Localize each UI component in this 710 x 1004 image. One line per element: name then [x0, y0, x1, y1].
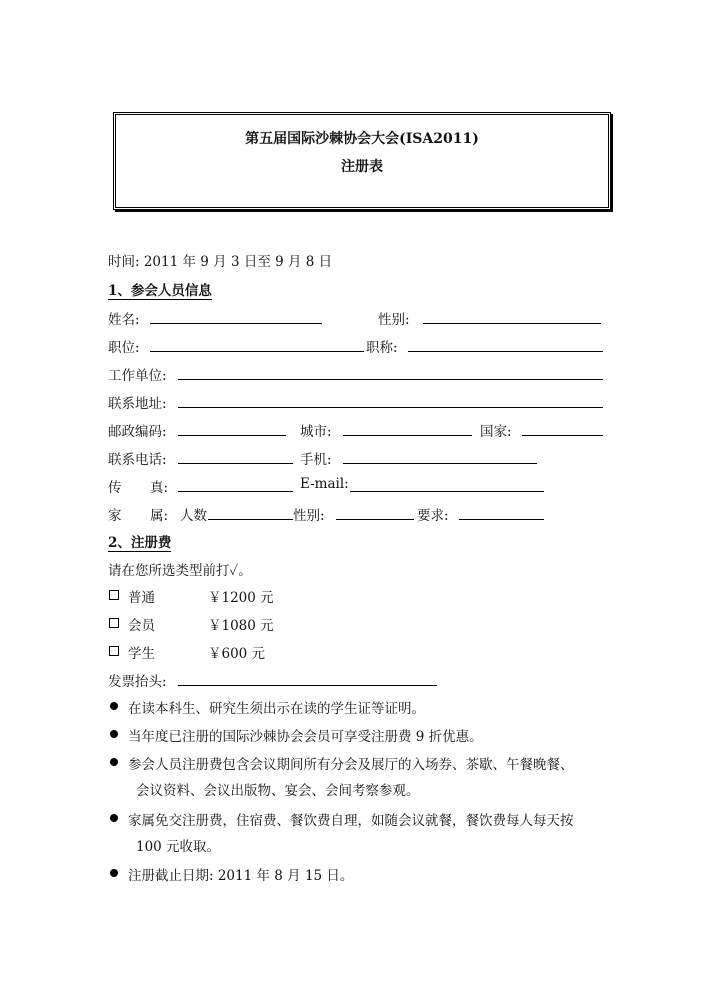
- mobile-label: 手机:: [300, 452, 332, 468]
- family-count-label: 人数: [180, 508, 207, 524]
- bullet-icon: [110, 869, 118, 877]
- employer-field[interactable]: [178, 379, 603, 380]
- phone-label: 联系电话:: [108, 452, 167, 468]
- position-field[interactable]: [150, 351, 364, 352]
- country-field[interactable]: [522, 435, 603, 436]
- title-box: [113, 112, 611, 210]
- employer-label: 工作单位:: [108, 368, 167, 384]
- bullet-icon: [110, 814, 118, 822]
- country-label: 国家:: [480, 424, 512, 440]
- address-label: 联系地址:: [108, 396, 167, 412]
- family-label-1: 家: [108, 508, 122, 524]
- email-field[interactable]: [350, 491, 544, 492]
- family-gender-label: 性别:: [293, 508, 325, 524]
- family-count-field[interactable]: [208, 519, 293, 520]
- email-label: E-mail:: [300, 476, 349, 492]
- form-title: 第五届国际沙棘协会大会(ISA2011): [245, 131, 479, 147]
- fee-label-member: 会员: [128, 618, 155, 634]
- bullet-icon: [110, 730, 118, 738]
- event-time: 时间: 2011 年 9 月 3 日至 9 月 8 日: [108, 254, 333, 270]
- name-field[interactable]: [150, 323, 322, 324]
- mobile-field[interactable]: [343, 463, 537, 464]
- fee-price-regular: ￥1200 元: [208, 590, 274, 606]
- city-label: 城市:: [300, 424, 332, 440]
- invoice-label: 发票抬头:: [108, 674, 167, 690]
- fee-checkbox-student[interactable]: [109, 646, 119, 656]
- gender-field[interactable]: [423, 323, 601, 324]
- fax-label-1: 传: [108, 480, 122, 496]
- bullet-icon: [110, 758, 118, 766]
- invoice-field[interactable]: [178, 685, 437, 686]
- form-subtitle: 注册表: [341, 159, 383, 175]
- title-field[interactable]: [408, 351, 603, 352]
- note-3: 参会人员注册费包含会议期间所有分会及展厅的入场券、茶歇、午餐晚餐、: [128, 757, 574, 773]
- note-1: 在读本科生、研究生须出示在读的学生证等证明。: [128, 701, 425, 717]
- fee-label-student: 学生: [128, 646, 155, 662]
- bullet-icon: [110, 702, 118, 710]
- note-4: 家属免交注册费，住宿费、餐饮费自理，如随会议就餐，餐饮费每人每天按: [128, 813, 574, 829]
- section2-heading: 2、注册费: [108, 531, 171, 552]
- title-label: 职称:: [366, 340, 398, 356]
- address-field[interactable]: [178, 407, 603, 408]
- fax-field[interactable]: [178, 491, 293, 492]
- note-3-cont: 会议资料、会议出版物、宴会、会间考察参观。: [136, 783, 420, 799]
- family-gender-field[interactable]: [336, 519, 414, 520]
- fee-checkbox-regular[interactable]: [109, 590, 119, 600]
- fee-label-regular: 普通: [128, 590, 155, 606]
- phone-field[interactable]: [178, 463, 293, 464]
- note-deadline: 注册截止日期: 2011 年 8 月 15 日。: [128, 868, 354, 884]
- section1-heading: 1、参会人员信息: [108, 279, 212, 300]
- note-4-cont: 100 元收取。: [136, 839, 221, 855]
- position-label: 职位:: [108, 340, 140, 356]
- fee-price-student: ￥600 元: [208, 646, 266, 662]
- gender-label: 性别:: [378, 312, 410, 328]
- name-label: 姓名:: [108, 312, 140, 328]
- family-request-field[interactable]: [459, 519, 544, 520]
- fax-label-2: 真:: [150, 480, 169, 496]
- note-2: 当年度已注册的国际沙棘协会会员可享受注册费 9 折优惠。: [128, 729, 483, 745]
- postcode-label: 邮政编码:: [108, 424, 167, 440]
- fee-instruction: 请在您所选类型前打✓。: [108, 563, 252, 579]
- postcode-field[interactable]: [178, 435, 286, 436]
- fee-price-member: ￥1080 元: [208, 618, 274, 634]
- family-label-2: 属:: [150, 508, 169, 524]
- family-request-label: 要求:: [417, 508, 449, 524]
- fee-checkbox-member[interactable]: [109, 618, 119, 628]
- city-field[interactable]: [343, 435, 472, 436]
